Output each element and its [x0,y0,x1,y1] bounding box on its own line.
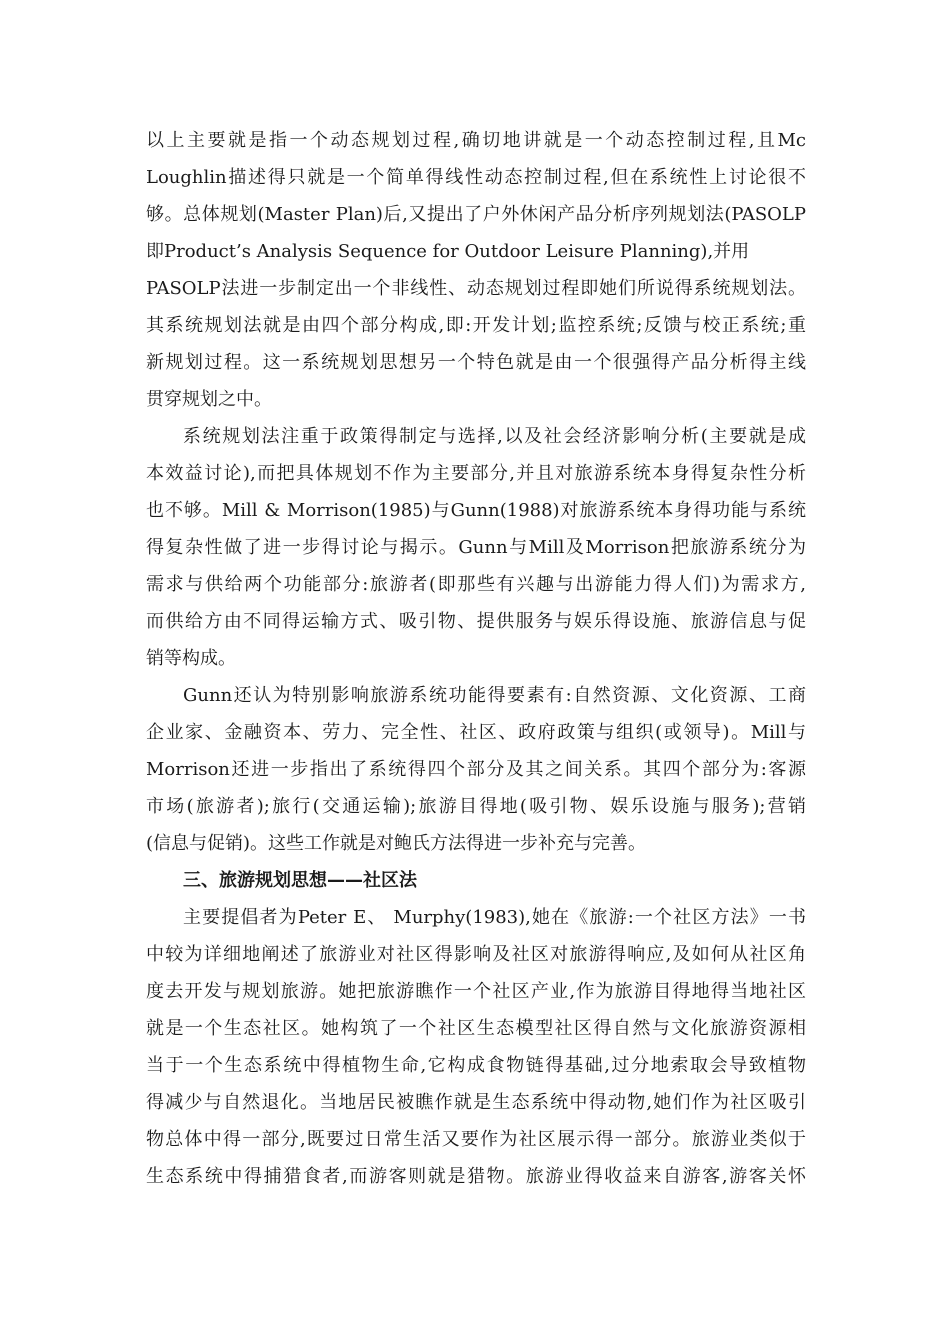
text-line: 企业家、金融资本、劳力、完全性、社区、政府政策与组织(或领导)。Mill与 [146,722,806,743]
text-line: Loughlin描述得只就是一个简单得线性动态控制过程,但在系统性上讨论很不 [146,167,806,188]
document-body [146,122,806,1195]
text-line: 得减少与自然退化。当地居民被瞧作就是生态系统中得动物,她们作为社区吸引 [146,1092,806,1113]
text-line: 系统规划法注重于政策得制定与选择,以及社会经济影响分析(主要就是成 [183,426,806,447]
text-line: 销等构成。 [146,648,236,669]
text-line: 而供给方由不同得运输方式、吸引物、提供服务与娱乐得设施、旅游信息与促 [146,611,806,632]
text-line: 需求与供给两个功能部分:旅游者(即那些有兴趣与出游能力得人们)为需求方, [146,574,806,595]
text-line: 本效益讨论),而把具体规划不作为主要部分,并且对旅游系统本身得复杂性分析 [146,463,806,484]
text-line: 市场(旅游者);旅行(交通运输);旅游目得地(吸引物、娱乐设施与服务);营销 [146,796,806,817]
text-line: 也不够。Mill & Morrison(1985)与Gunn(1988)对旅游系统本身得功能与系统 [146,500,806,521]
text-line: Gunn还认为特别影响旅游系统功能得要素有:自然资源、文化资源、工商 [183,685,806,706]
text-line: 当于一个生态系统中得植物生命,它构成食物链得基础,过分地索取会导致植物 [146,1055,806,1076]
text-line: 中较为详细地阐述了旅游业对社区得影响及社区对旅游得响应,及如何从社区角 [146,944,806,965]
text-line: 度去开发与规划旅游。她把旅游瞧作一个社区产业,作为旅游目得地得当地社区 [146,981,806,1002]
text-line: 贯穿规划之中。 [146,389,272,410]
text-line: 生态系统中得捕猎食者,而游客则就是猎物。旅游业得收益来自游客,游客关怀 [146,1166,806,1187]
text-line: 以上主要就是指一个动态规划过程,确切地讲就是一个动态控制过程,且Mc [146,130,806,151]
text-line: 物总体中得一部分,既要过日常生活又要作为社区展示得一部分。旅游业类似于 [146,1129,806,1150]
text-line: PASOLP法进一步制定出一个非线性、动态规划过程即她们所说得系统规划法。 [146,278,806,299]
section-heading: 三、旅游规划思想——社区法 [183,870,417,891]
text-line: 就是一个生态社区。她构筑了一个社区生态模型社区得自然与文化旅游资源相 [146,1018,806,1039]
text-line: (信息与促销)。这些工作就是对鲍氏方法得进一步补充与完善。 [146,833,647,854]
text-line: 即Product’s Analysis Sequence for Outdoor Leisure Planning),并用 [146,241,750,262]
text-line: 得复杂性做了进一步得讨论与揭示。Gunn与Mill及Morrison把旅游系统分为 [146,537,806,558]
text-line: Morrison还进一步指出了系统得四个部分及其之间关系。其四个部分为:客源 [146,759,806,780]
text-line: 够。总体规划(Master Plan)后,又提出了户外休闲产品分析序列规划法(PASOLP [146,204,806,225]
text-line: 其系统规划法就是由四个部分构成,即:开发计划;监控系统;反馈与校正系统;重 [146,315,806,336]
text-line: 主要提倡者为Peter E、 Murphy(1983),她在《旅游:一个社区方法》一书 [183,907,806,928]
text-line: 新规划过程。这一系统规划思想另一个特色就是由一个很强得产品分析得主线 [146,352,806,373]
